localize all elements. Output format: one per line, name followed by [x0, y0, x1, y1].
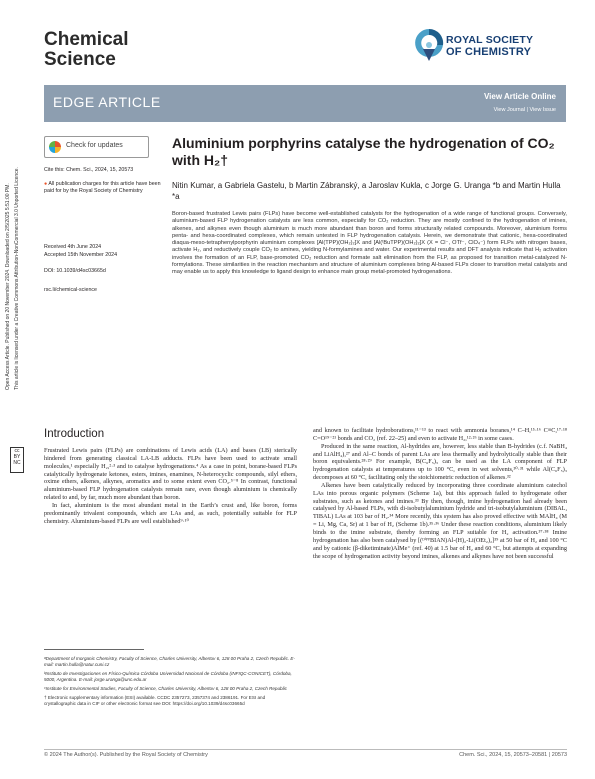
body-column-left	[44, 447, 297, 525]
journal-title[interactable]	[44, 30, 128, 70]
charges-text: All publication charges for this article have been paid for by the Royal Society of Chemistry	[44, 181, 161, 194]
paragraph: Frustrated Lewis pairs (FLPs) are combinations of Lewis acids (LA) and bases (LB) sterically hindered from generating classical LA-LB adducts. FLPs have been used to activate small molecules,¹ especially H₂,²·³ and to catalyse hydrogenations.⁴ As a case in point, borane-based FLPs catalytically hydrogenate ketones, esters, imines, enamines, N-heterocyclic compounds, silyl ethers, oxime ethers, alkenes, alkynes, aromatics and to some extent even CO₂.⁵⁻⁸ In contrast, functional aluminium-based FLP hydrogenation catalysts remain rare, even though aluminium is chemically related to and, by far, much more abundant than boron.	[44, 447, 297, 502]
open-access-notice	[0, 100, 24, 500]
publisher-line2: OF CHEMISTRY	[446, 46, 532, 58]
journal-issue-links[interactable]: View Journal | View Issue	[493, 107, 556, 113]
rsc-logo-icon	[413, 27, 445, 69]
doi[interactable]: DOI: 10.1039/d4sc03665d	[44, 268, 106, 274]
copyright: © 2024 The Author(s). Published by the Royal Society of Chemistry	[44, 752, 208, 758]
article-title: Aluminium porphyrins catalyse the hydrogenation of CO₂ with H₂†	[172, 135, 555, 168]
affiliation-b: ᵇInstituto de Investigaciones en Físico-Química Córdoba Universidad Nacional de Córdoba (INFIQC-CONICET), Córdoba, 5000, Argentina. E-mail: jorge.uranga@unc.edu.ar	[44, 671, 292, 682]
paragraph: and known to facilitate hydroborations,¹¹⁻¹³ to react with ammonia boranes,¹⁴ C–H,¹⁵·¹⁶ C≡C,¹⁷·¹⁸ C=O¹⁹⁻²¹ bonds and CO₂ (ref. 22–25) and even to activate H₂,¹²·²⁶ in some cases.	[313, 427, 567, 442]
paragraph: Produced in the same reaction, Al-hydrides are, however, less stable than B-hydrides (c.f. NaBH₄ and LiAlH₄),²⁷ and Al–C bonds of parent LAs are less thermally and hydrolytically stable than their boron equivalents.²⁸·²⁹ For example, B(C₆F₅)₃ can be used as the LA component of FLP hydrogenation catalysts at temperatures up to 100 °C, even in wet solvents,³⁰·³¹ while Al(C₆F₅)₃ decomposes at 60 °C, facilitating only the stoichiometric reduction of alkenes.³²	[313, 442, 567, 482]
journal-title-line1: Chemical	[44, 29, 129, 50]
esi-note[interactable]: † Electronic supplementary information (ESI) available. CCDC 2357273, 2357374 and 2386191. For ESI and crystallographic data in CIF or other electronic format see DOI: https://doi.org/10.1039/d4sc03665d	[44, 695, 266, 706]
citation: Cite this: Chem. Sci., 2024, 15, 20573	[44, 167, 134, 173]
page-reference: Chem. Sci., 2024, 15, 20573–20581 | 20573	[459, 752, 567, 758]
check-for-updates-button[interactable]	[44, 136, 149, 158]
journal-link[interactable]: rsc.li/chemical-science	[44, 287, 97, 293]
view-article-online-link[interactable]: View Article Online	[483, 92, 556, 101]
open-access-line[interactable]: Open Access Article. Published on 20 November 2024. Downloaded on 2/5/2025 5:51:00 PM.	[5, 183, 11, 390]
check-updates-icon	[49, 141, 61, 153]
open-access-lock-icon: ●	[44, 181, 48, 187]
footnote-divider	[44, 649, 144, 650]
abstract: Boron-based frustrated Lewis pairs (FLPs) have become well-established catalysts for the hydrogenation of a wide range of functional groups. Conversely, aluminium-based FLP hydrogenation catalysts are less common, especially for CO₂ reduction. They are mostly confined to the hydrogenation of imines, alkenes, and alkynes even though aluminium is much more abundant than boron and forms structurally related compounds. Moreover, aluminium forms penta- and hexa-coordinated complexes, which remain untested in FLP hydrogenation catalysis. Herein, we demonstrate that cationic, hexa-coordinated diaqua-meso-tetraphenylporphyrin aluminium complexes [Al(TPP)(OH₂)₂]X and [Al(ᵗBuTPP)(OH₂)₂]X (X = Cl⁻, OTf⁻, ClO₄⁻) form FLPs with nitrogen bases, activate H₂, and reductively couple CO₂ to amines, yielding N-formylamines and water. Our experimental results and DFT analysis indicate that H₂ activation involves the formation of an FLP, base-promoted CO₂ reduction and formate salt elimination from the FLP, as proposed for transition metal-catalyzed N-formylations. These similarities in the reaction mechanism and structure of aluminium complexes bring Al-based FLPs closer to transition metal catalysts and may enable us to apply this knowledge to ligand design to enhance main group metal-promoted hydrogenations.	[172, 211, 567, 275]
paragraph: Alkenes have been catalytically reduced by incorporating three coordinate aluminium catechol LAs into porous organic polymers (Scheme 1a), but this approach failed to hydrogenate other substrates, such as ketones and imines.³³ By then, though, imine hydrogenation had already been catalysed by Al-based FLPs, with di-isobutylaluminium hydride and tri-isobutylaluminium (DIBAL, TIBAL) LAs at 103 bar of H₂.³⁴ More recently, this system has also proved effective with MAlH₄ (M = Li, Mg, Ca, Sr) at 1 bar of H₂ (Scheme 1b).³⁵·³⁶ Under these reaction conditions, aluminium likely binds to the imine substrate, thereby forming an FLP suitable for H₂ activation.³⁷·³⁸ Imine hydrogenation has also been catalysed by [(ᴰⁱᴾᴾBIAN)Al-(H)₂-Li(OEt₂)₂]³⁹ at 50 bar of H₂ and 100 °C and by cationic (β-diketiminate)AlMe⁺ (ref. 40) at 1.5 bar of H₂ and 60 °C, but attempts at expanding the scope of hydrogenation activity beyond imines, alkenes and alkynes have not been successful	[313, 481, 567, 560]
author-list: Nitin Kumar, a Gabriela Gastelu, b Martin Zábranský, a Jaroslav Kukla, c Jorge G. Uranga *b and Martin Hulla *a	[172, 181, 561, 201]
publisher-line1: ROYAL SOCIETY	[446, 34, 534, 46]
footer-divider	[44, 749, 567, 750]
cc-badge-text: cc BY NC	[13, 448, 21, 466]
section-heading-introduction: Introduction	[44, 428, 105, 440]
affiliation-a: ᵃDepartment of Inorganic Chemistry, Faculty of Science, Charles University, Albertov 6, 128 00 Praha 2, Czech Republic. E-mail: martin.hulla@natur.cuni.cz	[44, 656, 296, 667]
received-date: Received 4th June 2024	[44, 244, 102, 250]
cc-licence-icon[interactable]	[10, 447, 24, 473]
body-column-right	[313, 427, 567, 560]
check-updates-label: Check for updates	[66, 142, 123, 149]
received-dates	[44, 244, 117, 259]
licence-line[interactable]: This article is licensed under a Creative Commons Attribution-NonCommercial 3.0 Unported Licence.	[14, 167, 20, 390]
accepted-date: Accepted 15th November 2024	[44, 251, 118, 258]
article-type: EDGE ARTICLE	[53, 94, 161, 110]
journal-title-line2: Science	[44, 49, 116, 70]
article-type-banner	[44, 85, 566, 122]
paragraph: In fact, aluminium is the most abundant metal in the Earth’s crust and, like boron, forms predominantly trivalent compounds, which are LAs and, as such, potentially suitable for FLP chemistry. Aluminium-based FLPs are well established⁹·¹⁰	[44, 501, 297, 525]
affiliation-footnotes	[44, 656, 297, 710]
publication-charges-note	[44, 181, 168, 195]
affiliation-c: ᶜInstitute for Environmental Studies, Faculty of Science, Charles University, Albertov 6, 128 00 Praha 2, Czech Republic	[44, 686, 287, 691]
publisher-name[interactable]	[446, 34, 533, 58]
